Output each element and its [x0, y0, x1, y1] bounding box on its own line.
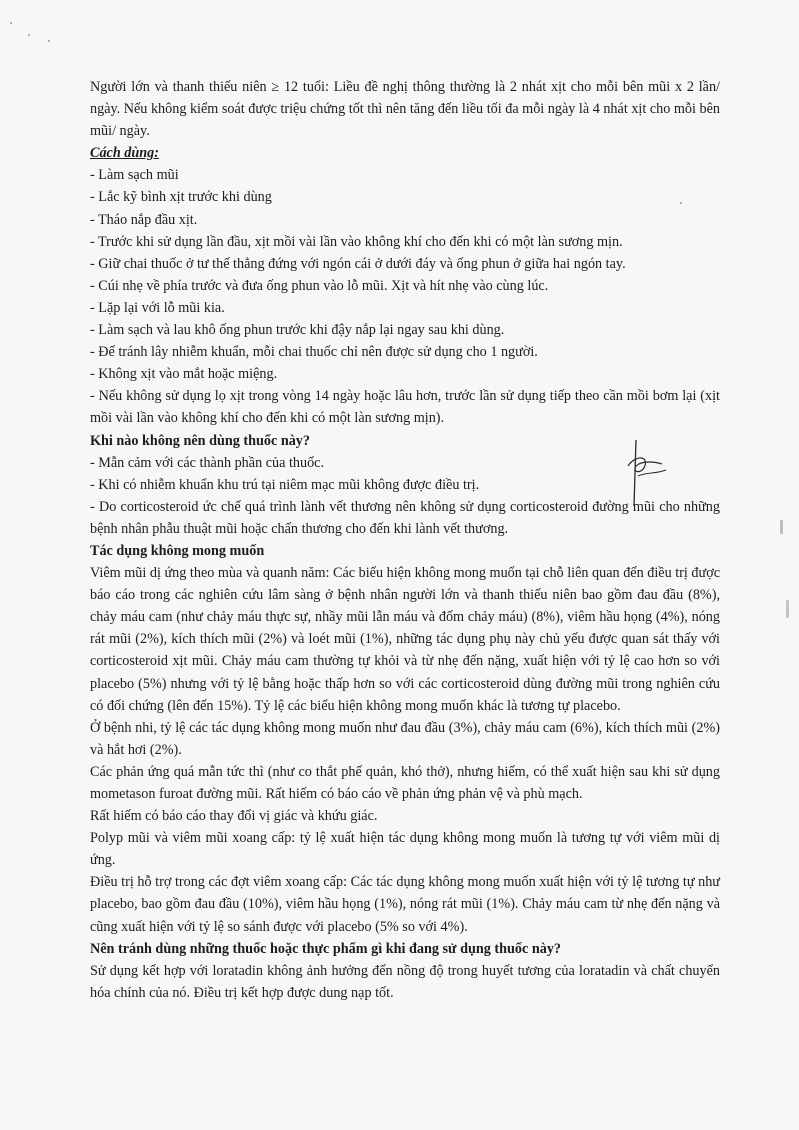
document-page [90, 76, 720, 1004]
usage-item: - Cúi nhẹ về phía trước và đưa ống phun vào lỗ mũi. Xịt và hít nhẹ vào cùng lúc. [90, 277, 549, 294]
scan-speck [780, 520, 783, 534]
usage-item: - Tháo nắp đầu xịt. [90, 211, 198, 228]
usage-item: - Nếu không sử dụng lọ xịt trong vòng 14 ngày hoặc lâu hơn, trước lần sử dụng tiếp theo cần mồi bơm lại (xịt mồi vài lần vào không khí cho đến khi có một làn sương mịn). [90, 388, 720, 427]
interactions-heading: Nên tránh dùng những thuốc hoặc thực phẩm gì khi đang sử dụng thuốc này? [90, 940, 562, 957]
usage-list [90, 164, 720, 429]
usage-item: - Làm sạch và lau khô ống phun trước khi đậy nắp lại ngay sau khi dùng. [90, 322, 505, 339]
side-effects-paragraph: Polyp mũi và viêm mũi xoang cấp: tỷ lệ xuất hiện tác dụng không mong muốn là tương tự với viêm mũi dị ứng. [90, 830, 720, 869]
scan-speck [10, 22, 12, 24]
contraindication-item: - Do corticosteroid ức chế quá trình lành vết thương nên không sử dụng corticosteroid đường mũi cho những bệnh nhân phẫu thuật mũi hoặc chấn thương cho đến khi lành vết thương. [90, 498, 720, 537]
side-effects-paragraph: Viêm mũi dị ứng theo mùa và quanh năm: Các biểu hiện không mong muốn tại chỗ liên quan đến điều trị được báo cáo trong các nghiên cứu lâm sàng ở bệnh nhân người lớn và thanh thiếu niên bao gồm đau đầu (8%), chảy máu cam (như chảy máu thực sự, nhầy mũi lẫn máu và đốm chảy máu) (8%), viêm hầu họng (4%), nóng rát mũi (2%), kích thích mũi (2%) và loét mũi (1%), những tác dụng phụ này chủ yếu được quan sát thấy với corticosteroid xịt mũi. Chảy máu cam thường tự khỏi và từ nhẹ đến nặng, xuất hiện với tỷ lệ cao hơn so với placebo (5%) nhưng với tỷ lệ bằng hoặc thấp hơn so với các corticosteroid dùng đường mũi trong nghiên cứu có đối chứng (lên đến 15%). Tỷ lệ các biểu hiện không mong muốn khác là tương tự placebo. [90, 565, 720, 714]
usage-item: - Trước khi sử dụng lần đầu, xịt mồi vài lần vào không khí cho đến khi có một làn sương mịn. [90, 233, 623, 250]
usage-heading: Cách dùng: [90, 145, 159, 162]
usage-item: - Lặp lại với lỗ mũi kia. [90, 299, 225, 316]
side-effects-paragraph: Ở bệnh nhi, tỷ lệ các tác dụng không mong muốn như đau đầu (3%), chảy máu cam (6%), kích thích mũi (2%) và hắt hơi (2%). [90, 719, 720, 758]
side-effects-heading: Tác dụng không mong muốn [90, 542, 265, 559]
contraindication-item: - Mẫn cảm với các thành phần của thuốc. [90, 454, 325, 471]
dosage-paragraph: Người lớn và thanh thiếu niên ≥ 12 tuổi: Liều đề nghị thông thường là 2 nhát xịt cho mỗi bên mũi x 2 lần/ ngày. Nếu không kiểm soát được triệu chứng tốt thì nên tăng đến liều tối đa mỗi ngày là 4 nhát xịt cho mỗi bên mũi/ ngày. [90, 79, 720, 140]
usage-item: - Không xịt vào mắt hoặc miệng. [90, 366, 278, 383]
scan-speck [786, 600, 789, 618]
usage-item: - Lắc kỹ bình xịt trước khi dùng [90, 189, 272, 206]
scan-speck [48, 40, 50, 42]
contraindications-heading: Khi nào không nên dùng thuốc này? [90, 432, 310, 449]
interactions-paragraph: Sử dụng kết hợp với loratadin không ảnh hưởng đến nồng độ trong huyết tương của loratadin và chất chuyển hóa chính của nó. Điều trị kết hợp được dung nạp tốt. [90, 962, 720, 1001]
contraindication-item: - Khi có nhiễm khuẩn khu trú tại niêm mạc mũi không được điều trị. [90, 476, 480, 493]
side-effects-paragraph: Điều trị hỗ trợ trong các đợt viêm xoang cấp: Các tác dụng không mong muốn xuất hiện với tỷ lệ tương tự như placebo, bao gồm đau đầu (10%), viêm hầu họng (1%), nóng rát mũi (1%). Chảy máu cam từ nhẹ đến nặng và cũng xuất hiện với tỷ lệ so sánh được với placebo (5% so với 4%). [90, 874, 720, 935]
scan-speck [680, 202, 682, 204]
usage-item: - Làm sạch mũi [90, 167, 179, 184]
side-effects-paragraph: Các phản ứng quá mẫn tức thì (như co thắt phế quản, khó thở), nhưng hiếm, có thể xuất hiện sau khi sử dụng mometason furoat đường mũi. Rất hiếm có báo cáo về phản ứng phản vệ và phù mạch. [90, 763, 720, 802]
signature-icon [622, 436, 672, 516]
usage-item: - Giữ chai thuốc ở tư thế thẳng đứng với ngón cái ở dưới đáy và ống phun ở giữa hai ngón tay. [90, 255, 626, 272]
side-effects-paragraph: Rất hiếm có báo cáo thay đổi vị giác và khứu giác. [90, 808, 378, 825]
scan-speck [28, 34, 30, 36]
usage-item: - Để tránh lây nhiễm khuẩn, mỗi chai thuốc chỉ nên được sử dụng cho 1 người. [90, 344, 538, 361]
